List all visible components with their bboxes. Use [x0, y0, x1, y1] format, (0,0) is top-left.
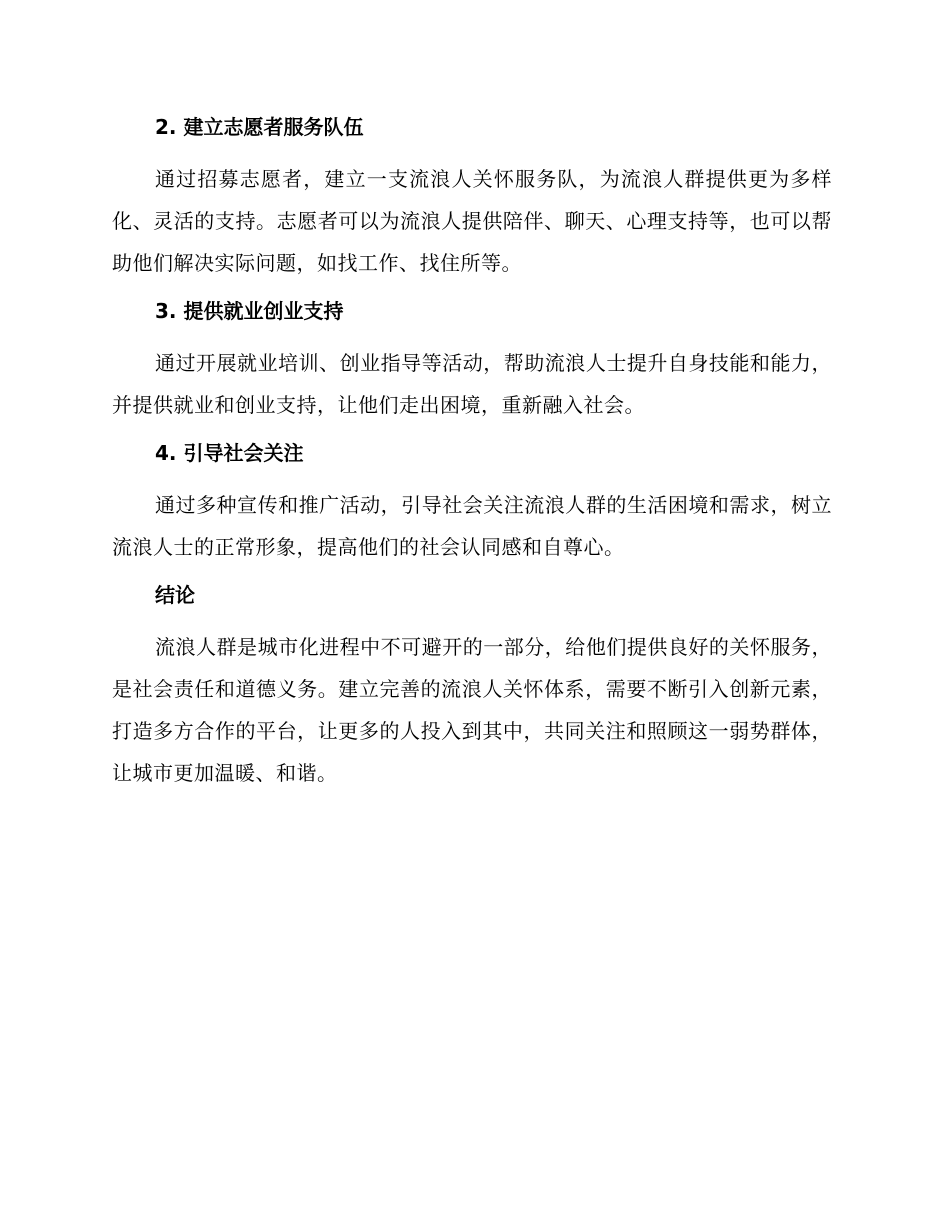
section-paragraph: 流浪人群是城市化进程中不可避开的一部分，给他们提供良好的关怀服务，是社会责任和道德义务。建立完善的流浪人关怀体系，需要不断引入创新元素，打造多方合作的平台，让更多的人投入到其中，共同关注和照顾这一弱势群体，让城市更加温暖、和谐。: [112, 635, 832, 785]
section-heading: 4. 引导社会关注: [155, 441, 304, 465]
section-heading: 2. 建立志愿者服务队伍: [155, 115, 364, 139]
section-employment-support: [112, 296, 832, 426]
section-conclusion: [112, 580, 832, 794]
section-paragraph: 通过招募志愿者，建立一支流浪人关怀服务队，为流浪人群提供更为多样化、灵活的支持。志愿者可以为流浪人提供陪伴、聊天、心理支持等，也可以帮助他们解决实际问题，如找工作、找住所等。: [112, 167, 832, 275]
section-heading: 结论: [155, 583, 195, 607]
section-heading: 3. 提供就业创业支持: [155, 299, 344, 323]
section-volunteer-team: [112, 112, 832, 284]
section-social-attention: [112, 438, 832, 568]
section-paragraph: 通过多种宣传和推广活动，引导社会关注流浪人群的生活困境和需求，树立流浪人士的正常形象，提高他们的社会认同感和自尊心。: [112, 493, 832, 559]
section-paragraph: 通过开展就业培训、创业指导等活动，帮助流浪人士提升自身技能和能力，并提供就业和创业支持，让他们走出困境，重新融入社会。: [112, 351, 832, 417]
document-page: [112, 112, 832, 806]
